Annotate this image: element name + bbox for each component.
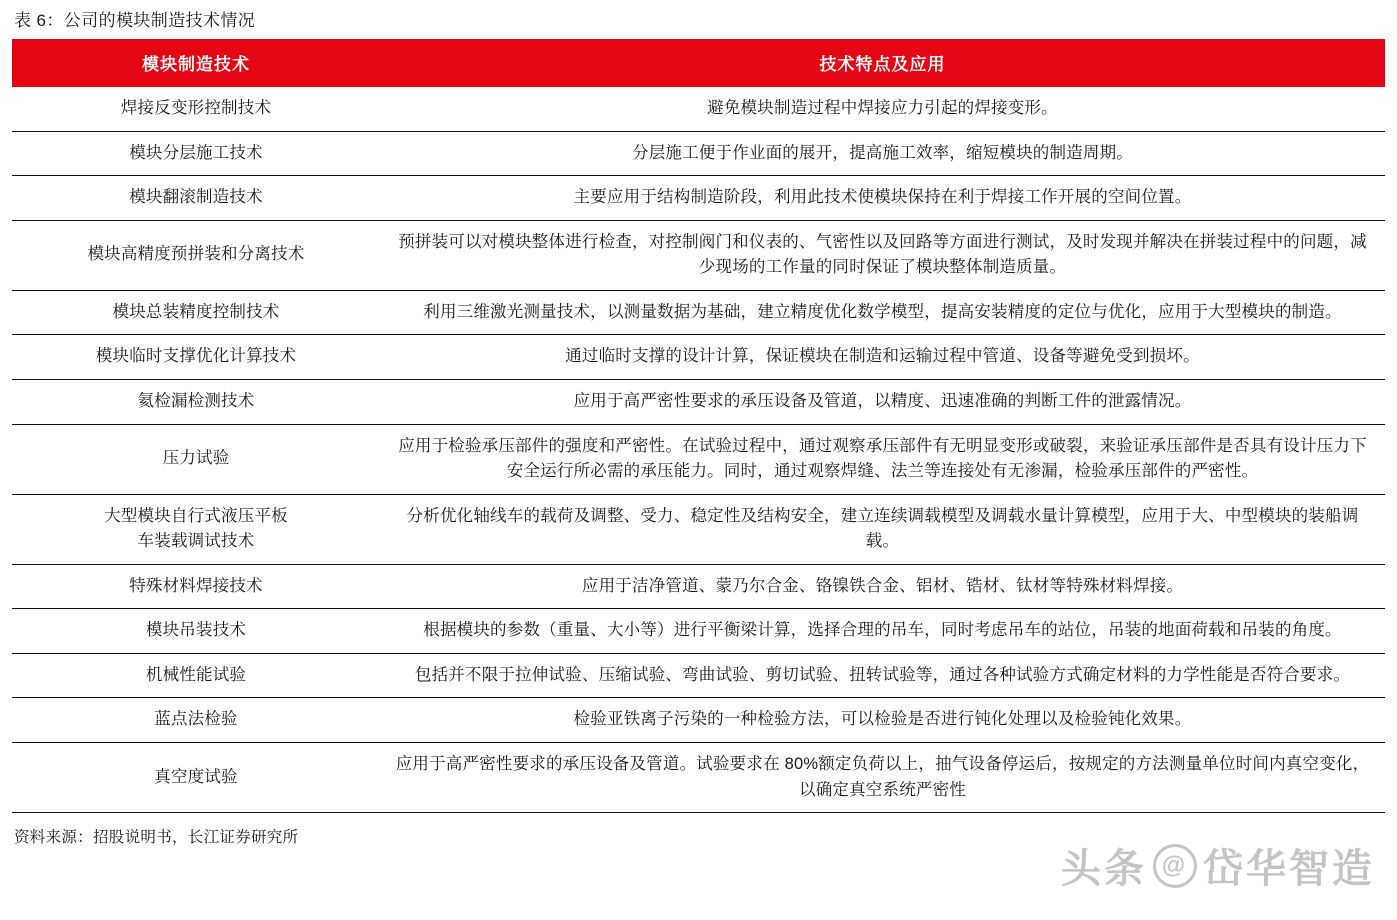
cell-description: 根据模块的参数（重量、大小等）进行平衡梁计算，选择合理的吊车，同时考虑吊车的站位，吊装的地面荷载和吊装的角度。 — [380, 609, 1385, 654]
cell-technology: 模块翻滚制造技术 — [12, 176, 380, 221]
table-row — [12, 609, 1385, 654]
cell-technology: 模块总装精度控制技术 — [12, 290, 380, 335]
cell-description: 包括并不限于拉伸试验、压缩试验、弯曲试验、剪切试验、扭转试验等，通过各种试验方式确定材料的力学性能是否符合要求。 — [380, 653, 1385, 698]
cell-technology: 特殊材料焊接技术 — [12, 564, 380, 609]
cell-description: 预拼装可以对模块整体进行检查，对控制阀门和仪表的、气密性以及回路等方面进行测试，及时发现并解决在拼装过程中的问题，减少现场的工作量的同时保证了模块整体制造质量。 — [380, 220, 1385, 290]
cell-technology: 氦检漏检测技术 — [12, 379, 380, 424]
cell-description: 应用于高严密性要求的承压设备及管道。试验要求在 80%额定负荷以上，抽气设备停运后，按规定的方法测量单位时间内真空变化，以确定真空系统严密性 — [380, 743, 1385, 813]
table-row — [12, 379, 1385, 424]
cell-technology-line: 车装载调试技术 — [137, 532, 255, 551]
table-row — [12, 698, 1385, 743]
table-row — [12, 131, 1385, 176]
column-header-technology: 模块制造技术 — [12, 39, 380, 87]
cell-description: 通过临时支撑的设计计算，保证模块在制造和运输过程中管道、设备等避免受到损坏。 — [380, 335, 1385, 380]
cell-technology: 蓝点法检验 — [12, 698, 380, 743]
cell-description: 主要应用于结构制造阶段，利用此技术使模块保持在利于焊接工作开展的空间位置。 — [380, 176, 1385, 221]
cell-technology: 模块吊装技术 — [12, 609, 380, 654]
cell-description: 应用于洁净管道、蒙乃尔合金、铬镍铁合金、铝材、锆材、钛材等特殊材料焊接。 — [380, 564, 1385, 609]
cell-technology: 模块临时支撑优化计算技术 — [12, 335, 380, 380]
cell-description: 检验亚铁离子污染的一种检验方法，可以检验是否进行钝化处理以及检验钝化效果。 — [380, 698, 1385, 743]
table-row — [12, 424, 1385, 494]
cell-description: 分层施工便于作业面的展开，提高施工效率，缩短模块的制造周期。 — [380, 131, 1385, 176]
table-row — [12, 87, 1385, 131]
cell-technology: 真空度试验 — [12, 743, 380, 813]
table-row — [12, 743, 1385, 813]
cell-description: 应用于检验承压部件的强度和严密性。在试验过程中，通过观察承压部件有无明显变形或破裂，来验证承压部件是否具有设计压力下安全运行所必需的承压能力。同时，通过观察焊缝、法兰等连接处有无渗漏，检验承压部件的严密性。 — [380, 424, 1385, 494]
table-row — [12, 564, 1385, 609]
module-manufacturing-technology-table — [12, 39, 1385, 813]
table-row — [12, 494, 1385, 564]
cell-technology — [12, 494, 380, 564]
cell-description: 避免模块制造过程中焊接应力引起的焊接变形。 — [707, 99, 1058, 117]
watermark-prefix: 头条 — [1061, 847, 1147, 891]
cell-technology-line: 大型模块自行式液压平板 — [104, 506, 288, 525]
cell-technology: 机械性能试验 — [12, 653, 380, 698]
table-row — [12, 220, 1385, 290]
cell-description: 分析优化轴线车的载荷及调整、受力、稳定性及结构安全，建立连续调载模型及调载水量计算模型，应用于大、中型模块的装船调载。 — [380, 494, 1385, 564]
source-note: 资料来源：招股说明书，长江证券研究所 — [14, 829, 299, 847]
table-caption: 表 6：公司的模块制造技术情况 — [14, 11, 256, 30]
table-row — [12, 176, 1385, 221]
table-header-row — [12, 39, 1385, 87]
table-header — [12, 39, 1385, 87]
table-row — [12, 335, 1385, 380]
column-header-features: 技术特点及应用 — [380, 39, 1385, 87]
cell-technology: 模块高精度预拼装和分离技术 — [12, 220, 380, 290]
table-row — [12, 653, 1385, 698]
cell-technology: 焊接反变形控制技术 — [120, 99, 272, 117]
cell-description: 利用三维激光测量技术，以测量数据为基础，建立精度优化数学模型，提高安装精度的定位与优化，应用于大型模块的制造。 — [380, 290, 1385, 335]
cell-description: 应用于高严密性要求的承压设备及管道，以精度、迅速准确的判断工件的泄露情况。 — [380, 379, 1385, 424]
table-row — [12, 290, 1385, 335]
cell-technology: 模块分层施工技术 — [12, 131, 380, 176]
at-icon: @ — [1153, 844, 1197, 888]
watermark-account: 岱华智造 — [1203, 847, 1375, 891]
table-body — [12, 87, 1385, 813]
cell-technology: 压力试验 — [12, 424, 380, 494]
